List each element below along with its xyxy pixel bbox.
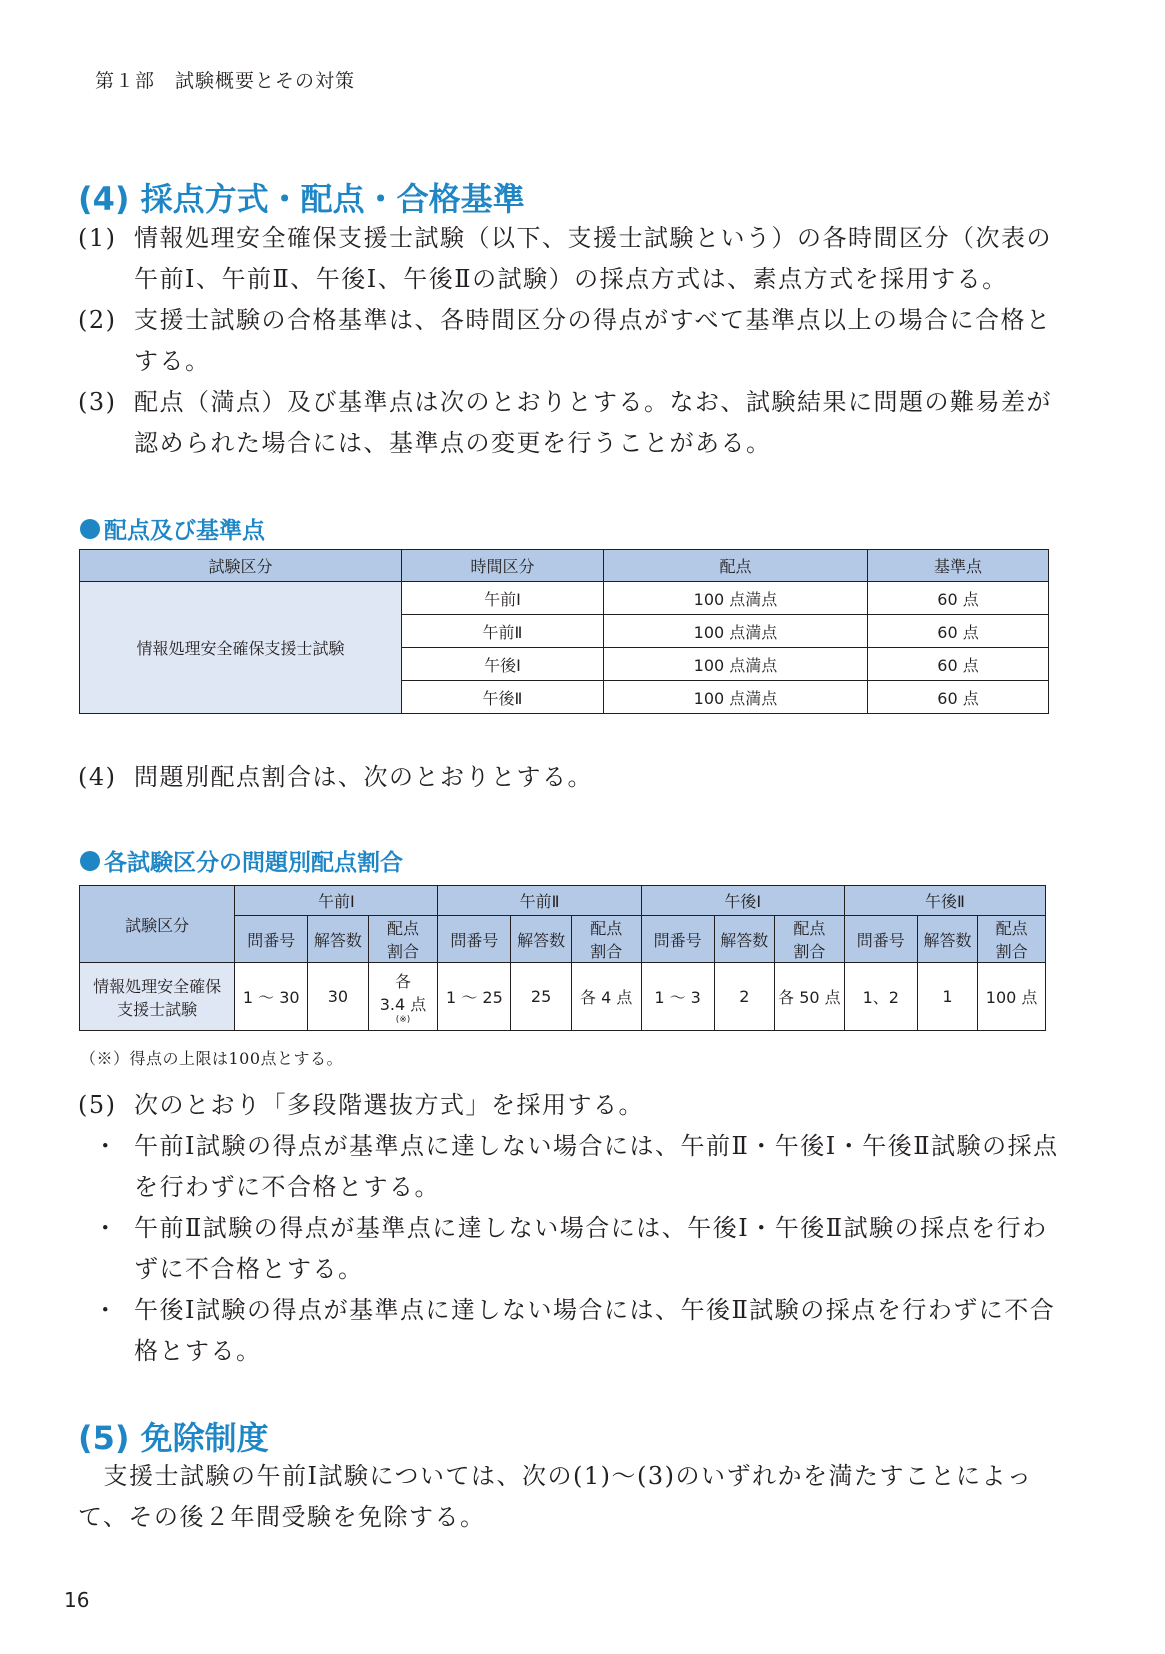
running-head: 第１部 試験概要とその対策 <box>95 70 356 92</box>
section-4-items <box>78 218 1068 464</box>
column-header <box>571 916 641 963</box>
question-cell: 1 ～ 25 <box>438 963 511 1031</box>
header-line: 配点 <box>793 919 826 938</box>
ratio-cell: 各 50 点 <box>775 963 845 1031</box>
score-cell: 100 点満点 <box>604 615 868 648</box>
column-header: 解答数 <box>511 916 571 963</box>
item-text: 問題別配点割合は、次のとおりとする。 <box>134 763 593 791</box>
item-number: (2) <box>78 306 117 334</box>
period-cell: 午前Ⅰ <box>402 582 604 615</box>
score-cell: 100 点満点 <box>604 648 868 681</box>
bullet-text: 午前Ⅰ試験の得点が基準点に達しない場合には、午前Ⅱ・午後Ⅰ・午後Ⅱ試験の採点を行わずに不合格とする。 <box>134 1132 1059 1201</box>
table-2-title: 各試験区分の問題別配点割合 <box>104 850 403 876</box>
period-cell: 午前Ⅱ <box>402 615 604 648</box>
column-header: 問番号 <box>844 916 917 963</box>
bullet-icon: ・ <box>93 1296 119 1324</box>
table-2-heading <box>80 844 403 877</box>
item-number: (5) <box>78 1091 117 1119</box>
item-text: 情報処理安全確保支援士試験（以下、支援士試験という）の各時間区分（次表の午前Ⅰ、午前Ⅱ、午後Ⅰ、午後Ⅱの試験）の採点方式は、素点方式を採用する。 <box>134 224 1052 293</box>
exam-name-cell: 情報処理安全確保支援士試験 <box>80 582 402 714</box>
question-cell: 1 ～ 30 <box>235 963 308 1031</box>
item-number: (4) <box>78 763 117 791</box>
column-header: 解答数 <box>308 916 368 963</box>
group-header: 午前Ⅱ <box>438 886 641 916</box>
item-text: 支援士試験の合格基準は、各時間区分の得点がすべて基準点以上の場合に合格とする。 <box>134 306 1052 375</box>
column-header <box>368 916 438 963</box>
item-number: (3) <box>78 388 117 416</box>
item-2 <box>78 300 1068 382</box>
score-cell: 100 点満点 <box>604 681 868 714</box>
exam-line: 情報処理安全確保 <box>93 976 222 996</box>
header-line: 割合 <box>793 942 826 961</box>
item-5-block <box>78 1085 1068 1372</box>
question-cell: 1、2 <box>844 963 917 1031</box>
section-4-heading: (4) 採点方式・配点・合格基準 <box>78 180 525 218</box>
bullet-text: 午前Ⅱ試験の得点が基準点に達しない場合には、午後Ⅰ・午後Ⅱ試験の採点を行わずに不合格とする。 <box>134 1214 1048 1283</box>
item-4 <box>78 757 1068 798</box>
table-row <box>80 582 1049 615</box>
group-header: 午後Ⅰ <box>641 886 844 916</box>
item-number: (1) <box>78 224 117 252</box>
header-line: 配点 <box>995 919 1028 938</box>
bullet-dot-icon <box>80 851 100 871</box>
period-cell: 午後Ⅰ <box>402 648 604 681</box>
ratio-cell: 100 点 <box>978 963 1046 1031</box>
note-mark: (※) <box>395 1014 411 1025</box>
list-item <box>78 1290 1068 1372</box>
list-item <box>78 1126 1068 1208</box>
column-header: 基準点 <box>868 550 1049 582</box>
header-line: 割合 <box>387 942 420 961</box>
score-table <box>79 549 1049 714</box>
exam-line: 支援士試験 <box>117 999 198 1019</box>
item-text: 配点（満点）及び基準点は次のとおりとする。なお、試験結果に問題の難易差が認められた場合には、基準点の変更を行うことがある。 <box>134 388 1052 457</box>
answer-count-cell: 30 <box>308 963 368 1031</box>
answer-count-cell: 1 <box>917 963 977 1031</box>
period-cell: 午後Ⅱ <box>402 681 604 714</box>
ratio-line: 各 <box>395 971 412 991</box>
group-header-row <box>80 886 1046 916</box>
column-header <box>775 916 845 963</box>
item-1 <box>78 218 1068 300</box>
item-3 <box>78 382 1068 464</box>
ratio-line: 3.4 点 <box>379 994 427 1014</box>
column-header: 時間区分 <box>402 550 604 582</box>
score-cell: 100 点満点 <box>604 582 868 615</box>
column-header <box>978 916 1046 963</box>
table-1-heading <box>80 512 265 545</box>
question-cell: 1 ～ 3 <box>641 963 714 1031</box>
bullet-icon: ・ <box>93 1214 119 1242</box>
section-5-text: 支援士試験の午前Ⅰ試験については、次の(1)～(3)のいずれかを満たすことによって、その後２年間受験を免除する。 <box>78 1462 1033 1531</box>
bullet-icon: ・ <box>93 1132 119 1160</box>
page-number: 16 <box>64 1588 90 1612</box>
header-line: 割合 <box>995 942 1028 961</box>
table-row <box>80 963 1046 1031</box>
column-header: 解答数 <box>714 916 774 963</box>
base-cell: 60 点 <box>868 615 1049 648</box>
section-5-heading: (5) 免除制度 <box>78 1419 269 1457</box>
ratio-cell <box>368 963 438 1031</box>
column-header: 試験区分 <box>80 550 402 582</box>
answer-count-cell: 2 <box>714 963 774 1031</box>
header-line: 割合 <box>590 942 623 961</box>
base-cell: 60 点 <box>868 681 1049 714</box>
header-line: 配点 <box>590 919 623 938</box>
column-header: 問番号 <box>235 916 308 963</box>
column-header: 配点 <box>604 550 868 582</box>
header-line: 配点 <box>387 919 420 938</box>
ratio-cell: 各 4 点 <box>571 963 641 1031</box>
bullet-text: 午後Ⅰ試験の得点が基準点に達しない場合には、午後Ⅱ試験の採点を行わずに不合格とする。 <box>134 1296 1056 1365</box>
column-header: 問番号 <box>641 916 714 963</box>
list-item <box>78 1208 1068 1290</box>
item-5 <box>78 1085 1068 1126</box>
item-text: 次のとおり「多段階選抜方式」を採用する。 <box>134 1091 644 1119</box>
column-header: 解答数 <box>917 916 977 963</box>
group-header: 午後Ⅱ <box>844 886 1045 916</box>
base-cell: 60 点 <box>868 648 1049 681</box>
group-header: 午前Ⅰ <box>235 886 438 916</box>
answer-count-cell: 25 <box>511 963 571 1031</box>
exam-name-cell <box>80 963 235 1031</box>
table-1-title: 配点及び基準点 <box>104 518 265 544</box>
base-cell: 60 点 <box>868 582 1049 615</box>
item-4-block <box>78 757 1068 798</box>
table-header-row <box>80 550 1049 582</box>
column-header: 問番号 <box>438 916 511 963</box>
bullet-dot-icon <box>80 519 100 539</box>
corner-header: 試験区分 <box>80 886 235 963</box>
allocation-table <box>79 885 1046 1031</box>
table-2-footnote: （※）得点の上限は100点とする。 <box>80 1049 344 1068</box>
